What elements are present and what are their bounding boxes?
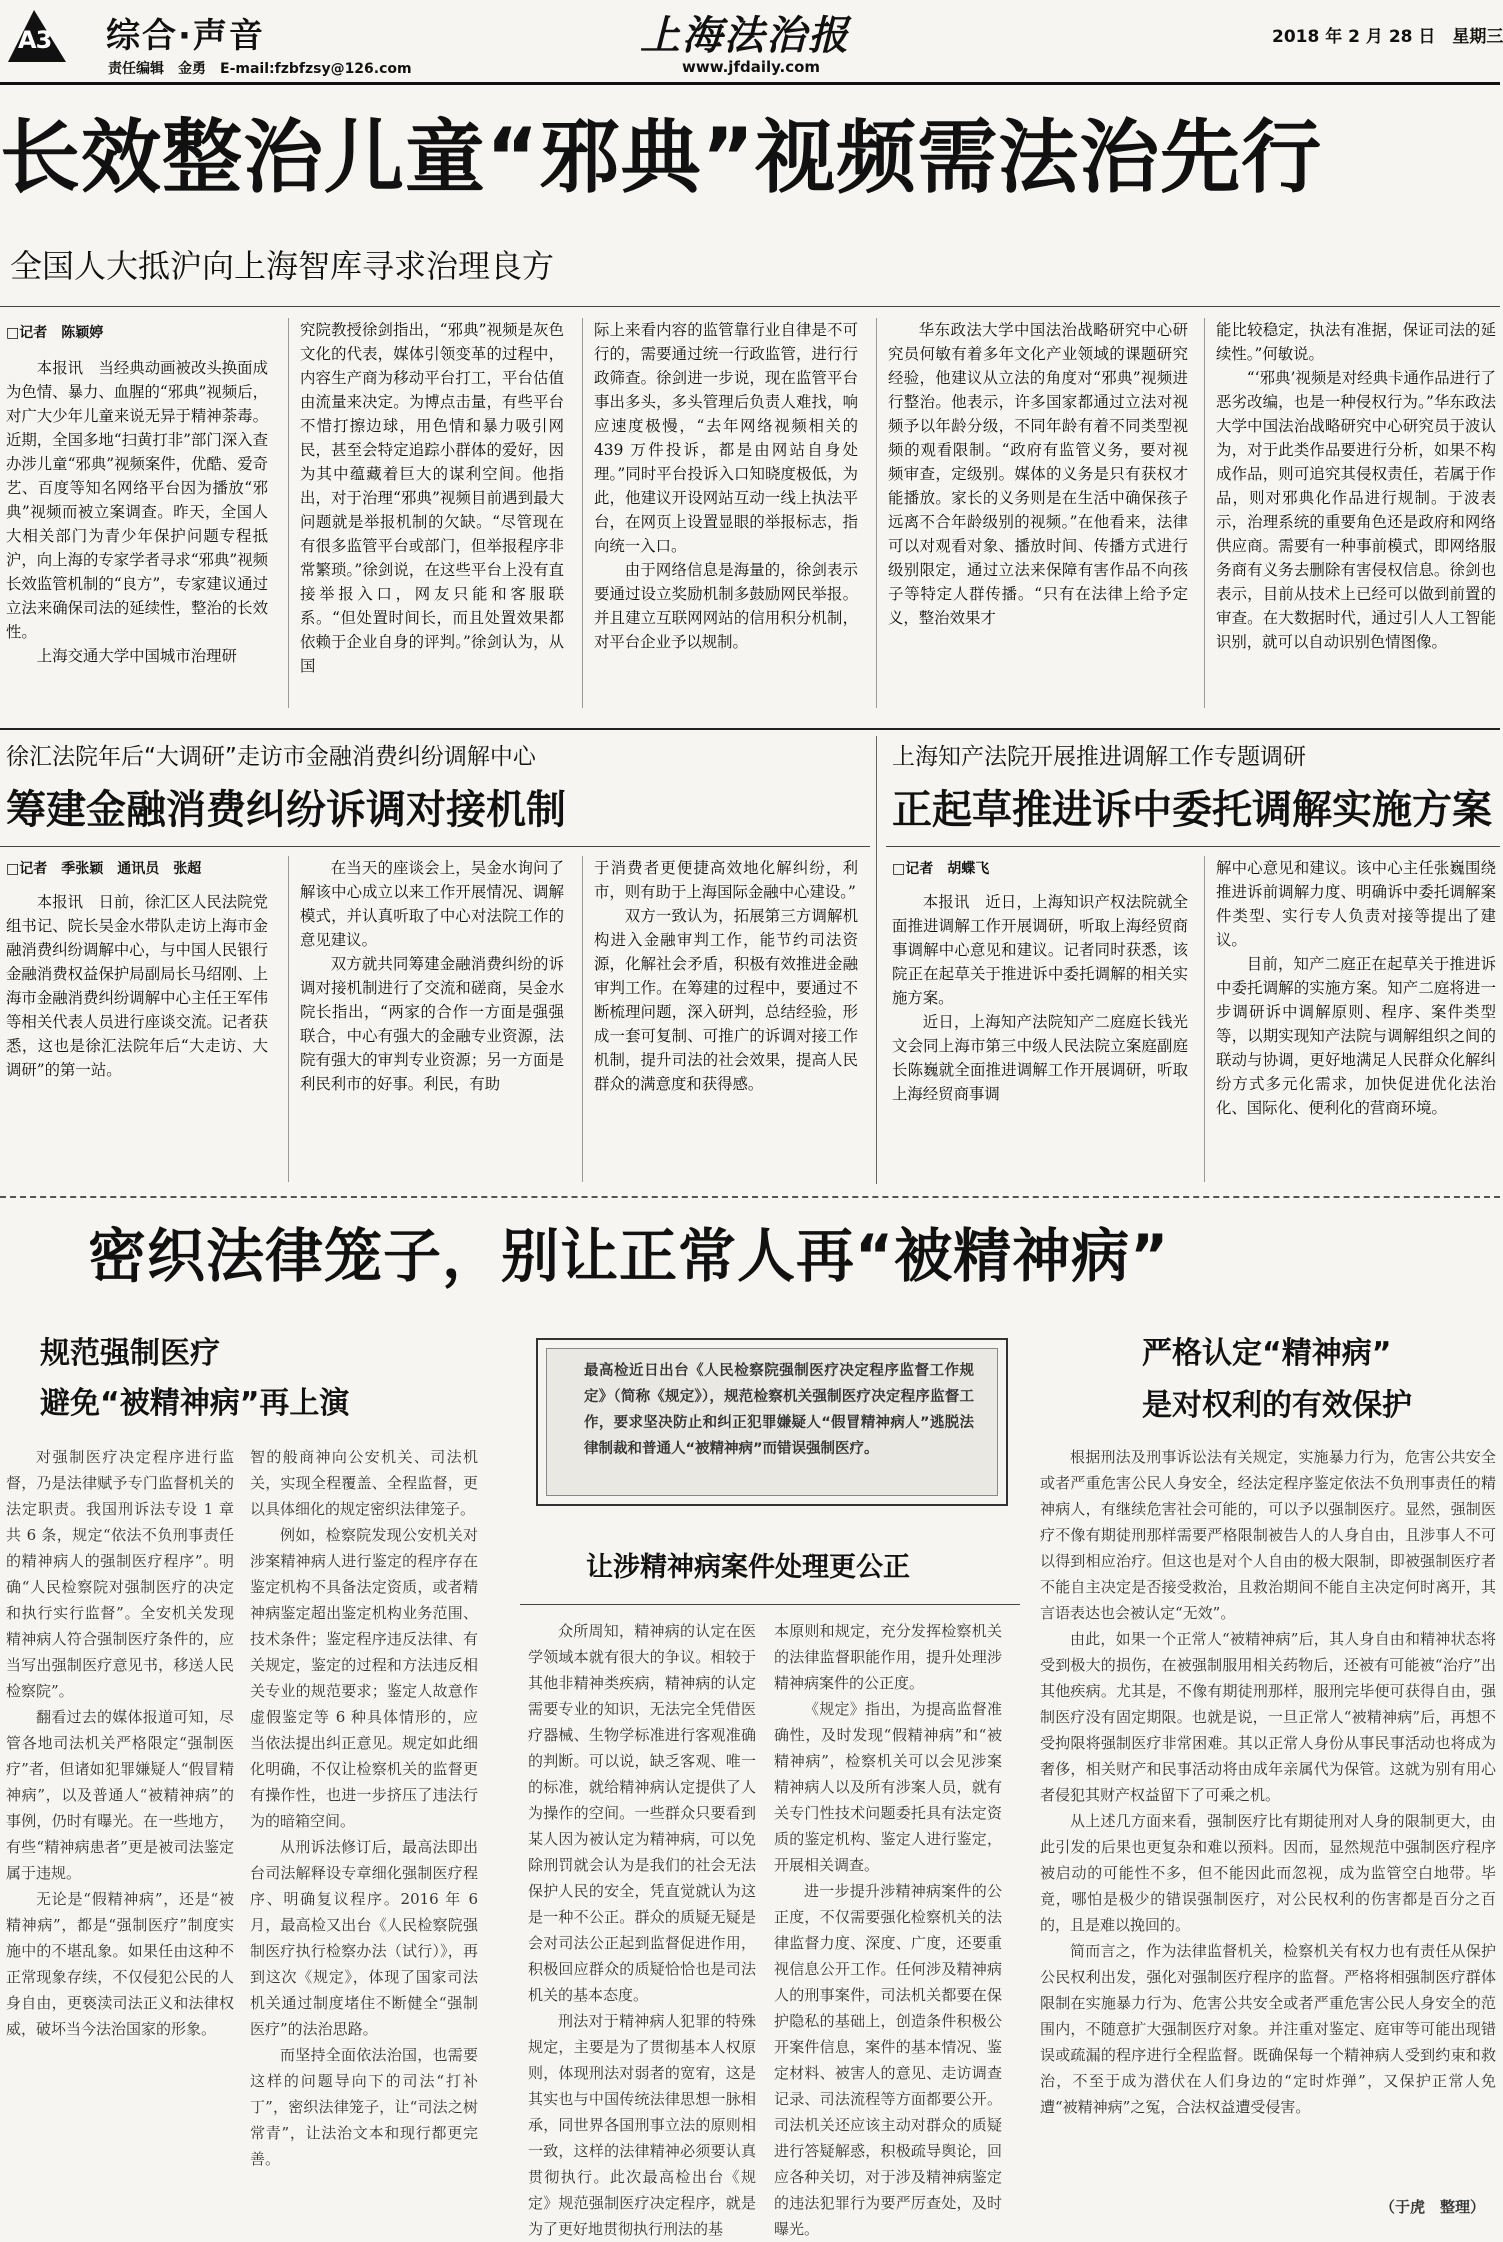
lead-col5-para: 能比较稳定，执法有准据，保证司法的延续性。”何敏说。 [1216,321,1496,363]
page-number-badge [4,4,70,66]
lead-col5-para-b: “‘邪典’视频是对经典卡通作品进行了恶劣改编，也是一种侵权行为。”华东政法大学中国法治战略研究中心研究员于波认为，对于此类作品要进行分析，如果不构成作品，则可追究其侵权责任，若属于作品，则对邪典化作品进行规制。于波表示，治理系统的重要角色还是政府和网络供应商。需要有一种事前模式，即网络服务商有义务去删除有害侵权信息。徐剑也表示，目前从技术上已经可以做到前置的审查。在大数据时代，通过引人人工智能识别，就可以自动识别色情图像。 [1216,369,1496,651]
story3-col2-para: 解中心意见和建议。该中心主任张巍围绕推进诉前调解力度、明确诉中委托调解案件类型、实行专人负责对接等提出了建议。 [1216,859,1496,949]
story2-column-2 [300,856,564,1180]
story2-col3-para: 于消费者更便捷高效地化解纠纷，利市，则有助于上海国际金融中心建设。” [594,859,858,901]
story3-kicker: 上海知产法院开展推进调解工作专题调研 [892,744,1306,770]
feature-right-title-1: 严格认定“精神病” [1142,1336,1392,1371]
feature-headline: 密织法律笼子，别让正常人再“被精神病” [88,1222,1170,1290]
section-name: 综合·声音 [106,16,265,56]
lead-column-2 [300,318,564,706]
feature-separator [0,1196,1500,1198]
lead-column-1 [6,356,268,706]
story2-col-rule-1 [288,856,289,1182]
story3-headline: 正起草推进诉中委托调解实施方案 [892,787,1492,833]
story2-col-rule-2 [582,856,583,1182]
lead-bottom-rule [0,728,1500,730]
story2-byline: □记者 季张颖 通讯员 张超 [6,861,202,877]
feature-left-col2-para: 智的般商神向公安机关、司法机关，实现全程覆盖、全程监督，更以具体细化的规定密织法律笼子。 [250,1448,478,1518]
lead-col3-para: 际上来看内容的监管靠行业自律是不可行的，需要通过统一行政监管，进行行政筛查。徐剑进一步说，现在监管平台事出多头，多头管理后负责人难找，响应速度极慢，“去年网络视频相关的 439 万件投诉，都是由网站自身处理。”同时平台投诉入口知晓度极低，为此，他建议开设网站互动一线上执法平台，在网页上设置显眼的举报标志，指向统一入口。 [594,321,858,555]
story2-column-1 [6,890,268,1180]
feature-left-col2-para-c: 从刑诉法修订后，最高法即出台司法解释设专章细化强制医疗程序、明确复议程序。2016 年 6 月，最高检又出台《人民检察院强制医疗执行检察办法（试行）》，再到这次《规定》，体现了国家司法机关通过制度堵住不断健全“强制医疗”的法治思路。 [250,1838,478,2038]
lead-col1-para-b: 上海交通大学中国城市治理研 [36,647,237,665]
feature-summary-box [536,1338,1008,1506]
lead-col-rule-4 [1204,318,1205,708]
lead-col1-para: 本报讯 当经典动画被改头换面成为色情、暴力、血腥的“邪典”视频后，对广大少年儿童来说无异于精神荼毒。近期，全国多地“扫黄打非”部门深入查办涉儿童“邪典”视频案件，优酷、爱奇艺、百度等知名网络平台因为播放“邪典”视频而被立案调查。昨天，全国人大相关部门为青少年保护问题专程抵沪，向上海的专家学者寻求“邪典”视频长效监管机制的“良方”，专家建议通过立法来确保司法的延续性，整治的长效性。 [6,359,268,641]
story3-byline: □记者 胡蝶飞 [892,861,990,877]
feature-right-col-para-b: 由此，如果一个正常人“被精神病”后，其人身自由和精神状态将受到极大的损伤，在被强制服用相关药物后，还被有可能被“治疗”出其他疾病。尤其是，不像有期徒刑那样，服刑完毕便可获得自由，强制医疗没有固定期限。也就是说，一旦正常人“被精神病”后，再想不受拘限将强制医疗非常困难。其以正常人身份从事民事活动也将成为奢侈，相关财产和民事活动将由成年亲属代为保管。这就为别有用心者侵犯其财产权益留下了可乘之机。 [1040,1630,1496,1804]
story2-headline-rule [0,846,870,847]
paper-name: 上海法治报 [640,12,850,59]
lead-byline: □记者 陈颖婷 [6,325,104,341]
feature-left-col1-para-b: 翻看过去的媒体报道可知，尽管各地司法机关严格限定“强制医疗”者，但诸如犯罪嫌疑人“假冒精神病”，以及普通人“被精神病”的事例，仍时有曝光。在一些地方，有些“精神病患者”更是被司法鉴定属于违规。 [6,1708,234,1882]
story3-column-2 [1216,856,1496,1180]
lead-col4-para: 华东政法大学中国法治战略研究中心研究员何敏有着多年文化产业领域的课题研究经验，他建议从立法的角度对“邪典”视频进行整治。他表示，许多国家都通过立法对视频予以年龄分级，不同年龄有着不同类型视频的观看限制。“政府有监管义务，要对视频审查，定级别。媒体的义务是只有获权才能播放。家长的义务则是在生活中确保孩子远离不合年龄级别的视频。”在他看来，法律可以对观看对象、播放时间、传播方式进行级别限定，通过立法来保障有害作品不向孩子等特定人群传播。“只有在法律上给予定义，整治效果才 [888,321,1188,627]
feature-mid-column-2 [774,1618,1002,2238]
lead-col3-para-b: 由于网络信息是海量的，徐剑表示要通过设立奖励机制多鼓励网民举报。并且建立互联网网站的信用积分机制，对平台企业予以规制。 [594,561,858,651]
feature-right-title-2: 是对权利的有效保护 [1142,1388,1412,1423]
feature-mid-col2-para-b: 《规定》指出，为提高监督准确性，及时发现“假精神病”和“被精神病”，检察机关可以会见涉案精神病人以及所有涉案人员，就有关专门性技术问题委托具有法定资质的鉴定机构、鉴定人进行鉴定，开展相关调查。 [774,1700,1002,1874]
feature-mid-col2-para-c: 进一步提升涉精神病案件的公正度，不仅需要强化检察机关的法律监督力度、深度、广度，还要重视信息公开工作。任何涉及精神病人的刑事案件，司法机关都要在保护隐私的基础上，创造条件积极公开案件信息，案件的基本情况、鉴定材料、被害人的意见、走访调查记录、司法流程等方面都要公开。司法机关还应该主动对群众的质疑进行答疑解惑，积极疏导舆论，回应各种关切，对于涉及精神病鉴定的违法犯罪行为要严厉查处，及时曝光。 [774,1882,1002,2238]
story2-headline: 筹建金融消费纠纷诉调对接机制 [6,787,566,833]
lead-col-rule-3 [876,318,877,708]
story2-col3-para-b: 双方一致认为，拓展第三方调解机构进入金融审判工作，能节约司法资源，化解社会矛盾，积极有效推进金融审判工作。在筹建的过程中，要通过不断梳理问题，深入研判，总结经验，形成一套可复制、可推广的诉调对接工作机制，提升司法的社会效果，提高人民群众的满意度和获得感。 [594,907,858,1093]
story2-col2-para: 在当天的座谈会上，吴金水询问了解该中心成立以来工作开展情况、调解模式，并认真听取了中心对法院工作的意见建议。 [300,859,564,949]
paper-url: www.jfdaily.com [682,58,821,76]
masthead [0,0,1503,82]
feature-left-title-1: 规范强制医疗 [40,1336,220,1371]
feature-mid-col1-para-b: 刑法对于精神病人犯罪的特殊规定，主要是为了贯彻基本人权原则，体现刑法对弱者的宽宥，这是其实也与中国传统法律思想一脉相承，同世界各国刑事立法的原则相一致，这样的法律精神必须要认真贯彻执行。此次最高检出台《规定》规范强制医疗决定程序，就是为了更好地贯彻执行刑法的基 [528,2012,756,2238]
story3-headline-rule [886,846,1500,847]
editor-info: 责任编辑 金勇 E-mail:fzbfzsy@126.com [108,61,412,77]
feature-mid-col1-para: 众所周知，精神病的认定在医学领域本就有很大的争议。相较于其他非精神类疾病，精神病的认定需要专业的知识，无法完全凭借医疗器械、生物学标准进行客观准确的判断。可以说，缺乏客观、唯一的标准，就给精神病认定提供了人为操作的空间。一些群众只要看到某人因为被认定为精神病，可以免除刑罚就会认为是我们的社会无法保护人民的安全，凭直觉就认为这是一种不公正。群众的质疑无疑是会对司法公正起到监督促进作用，积极回应群众的质疑恰恰也是司法机关的基本态度。 [528,1622,756,2004]
lead-subhead-rule [0,306,1500,307]
issue-date: 2018 年 2 月 28 日 星期三 [1272,27,1503,47]
story3-col1-para-b: 近日，上海知产法院知产二庭庭长钱光文会同上海市第三中级人民法院立案庭副庭长陈巍就全面推进调解工作开展调研，听取上海经贸商事调 [892,1013,1188,1103]
feature-mid-column-1 [528,1618,756,2238]
feature-summary-text: 最高检近日出台《人民检察院强制医疗决定程序监督工作规定》（简称《规定》），规范检察机关强制医疗决定程序监督工作，要求坚决防止和纠正犯罪嫌疑人“假冒精神病人”逃脱法律制裁和普通人“被精神病”而错误强制医疗。 [584,1363,974,1457]
story-divider [876,736,877,1184]
masthead-rule [0,82,1500,85]
lead-headline: 长效整治儿童“邪典”视频需法治先行 [0,111,1323,204]
feature-left-col1-para: 对强制医疗决定程序进行监督，乃是法律赋予专门监督机关的法定职责。我国刑诉法专设 1 章共 6 条，规定“依法不负刑事责任的精神病人的强制医疗程序”。明确“人民检察院对强制医疗的决定和执行实行监督”。全安机关发现精神病人符合强制医疗条件的，应当写出强制医疗意见书，移送人民检察院”。 [6,1448,234,1700]
story2-col2-para-b: 双方就共同筹建金融消费纠纷的诉调对接机制进行了交流和磋商，吴金水院长指出，“两家的合作一方面是强强联合，中心有强大的金融专业资源，法院有强大的审判专业资源；另一方面是利民利市的好事。利民，有助 [300,955,564,1093]
story3-col2-para-b: 目前，知产二庭正在起草关于推进诉中委托调解的实施方案。知产二庭将进一步调研诉中调解原则、程序、案件类型等，以期实现知产法院与调解组织之间的联动与协调，更好地满足人民群众化解纠纷方式多元化需求，加快促进优化法治化、国际化、便利化的营商环境。 [1216,955,1496,1117]
feature-left-col1-para-c: 无论是“假精神病”，还是“被精神病”，都是“强制医疗”制度实施中的不堪乱象。如果任由这种不正常现象存续，不仅侵犯公民的人身自由，更亵渎司法正义和法律权威，破坏当今法治国家的形象。 [6,1890,234,2038]
story2-column-3 [594,856,858,1180]
feature-mid-col2-para: 本原则和规定，充分发挥检察机关的法律监督职能作用，提升处理涉精神病案件的公正度。 [774,1622,1002,1692]
story3-col1-para: 本报讯 近日，上海知识产权法院就全面推进调解工作开展调研，听取上海经贸商事调解中心意见和建议。记者同时获悉，该院正在起草关于推进诉中委托调解的相关实施方案。 [892,893,1188,1007]
feature-right-column [1040,1444,1496,2190]
feature-left-col2-para-d: 而坚持全面依法治国，也需要这样的问题导向下的司法“打补丁”，密织法律笼子，让“司法之树常青”，让法治文本和现行都更完善。 [250,2046,478,2168]
feature-credit: （于虎 整理） [1380,2198,1486,2216]
lead-column-3 [594,318,858,706]
story3-column-1 [892,890,1188,1180]
feature-right-col-para: 根据刑法及刑事诉讼法有关规定，实施暴力行为，危害公共安全或者严重危害公民人身安全，经法定程序鉴定依法不负刑事责任的精神病人，有继续危害社会可能的，可以予以强制医疗。显然，强制医疗不像有期徒刑那样需要严格限制被告人的人身自由，且涉事人不可以得到相应治疗。但这也是对个人自由的极大限制，即被强制医疗者不能自主决定是否接受救治，且救治期间不能自主决定何时离开，其言语表达也会被认定“无效”。 [1040,1448,1496,1622]
lead-column-5 [1216,318,1496,706]
feature-left-col2-para-b: 例如，检察院发现公安机关对涉案精神病人进行鉴定的程序存在鉴定机构不具备法定资质，或者精神病鉴定超出鉴定机构业务范围、技术条件；鉴定程序违反法律、有关规定，鉴定的过程和方法违反相关专业的规范要求；鉴定人故意作虚假鉴定等 6 种具体情形的，应当依法提出纠正意见。规定如此细化明确，不仅让检察机关的监督更有操作性，也进一步挤压了违法行为的暗箱空间。 [250,1526,478,1830]
feature-mid-title: 让涉精神病案件处理更公正 [586,1552,910,1583]
lead-col2-para: 究院教授徐剑指出，“邪典”视频是灰色文化的代表，媒体引领变革的过程中，内容生产商为移动平台打工，平台估值由流量来决定。为博点击量，有些平台不惜打擦边球，用色情和暴力吸引网民，甚至会特定追踪小群体的爱好，因为其中蕴藏着巨大的谋利空间。他指出，对于治理“邪典”视频目前遇到最大问题就是举报机制的欠缺。“尽管现在有很多监管平台或部门，但举报程序非常繁琐。”徐剑说，在这些平台上没有直接举报入口，网友只能和客服联系。“但处置时间长，而且处置效果都依赖于企业自身的评判。”徐剑认为，从国 [300,321,564,675]
feature-left-column-1 [6,1444,234,2224]
feature-mid-title-rule [520,1604,1020,1605]
story2-col1-para: 本报讯 日前，徐汇区人民法院党组书记、院长吴金水带队走访上海市金融消费纠纷调解中心，与中国人民银行金融消费权益保护局副局长马绍刚、上海市金融消费纠纷调解中心主任王军伟等相关代表人员进行座谈交流。记者获悉，这也是徐汇法院年后“大走访、大调研”的第一站。 [6,893,268,1079]
feature-left-title-2: 避免“被精神病”再上演 [40,1386,350,1421]
lead-subhead: 全国人大抵沪向上海智库寻求治理良方 [10,247,555,285]
lead-column-4 [888,318,1188,706]
lead-col-rule-1 [288,318,289,708]
feature-left-column-2 [250,1444,478,2224]
story3-col-rule [1204,856,1205,1182]
page-number: A3 [18,26,52,54]
story2-kicker: 徐汇法院年后“大调研”走访市金融消费纠纷调解中心 [6,744,536,770]
lead-col-rule-2 [582,318,583,708]
feature-right-col-para-c: 从上述几方面来看，强制医疗比有期徒刑对人身的限制更大，由此引发的后果也更复杂和难以预料。因而，显然规范中强制医疗程序被启动的可能性不多，但不能因此而忽视，成为监管空白地带。毕竟，哪怕是极少的错误强制医疗，对公民权利的伤害都是百分之百的，且是难以挽回的。 [1040,1812,1496,1934]
feature-right-col-para-d: 简而言之，作为法律监督机关，检察机关有权力也有责任从保护公民权利出发，强化对强制医疗程序的监督。严格将相强制医疗群体限制在实施暴力行为、危害公共安全或者严重危害公民人身安全的范围内，不随意扩大强制医疗对象。并注重对鉴定、庭审等可能出现错误或疏漏的程序进行全程监督。既确保每一个精神病人受到约束和救治，不至于成为潜伏在人们身边的“定时炸弹”，又保护正常人免遭“被精神病”之冤，合法权益遭受侵害。 [1040,1942,1496,2116]
